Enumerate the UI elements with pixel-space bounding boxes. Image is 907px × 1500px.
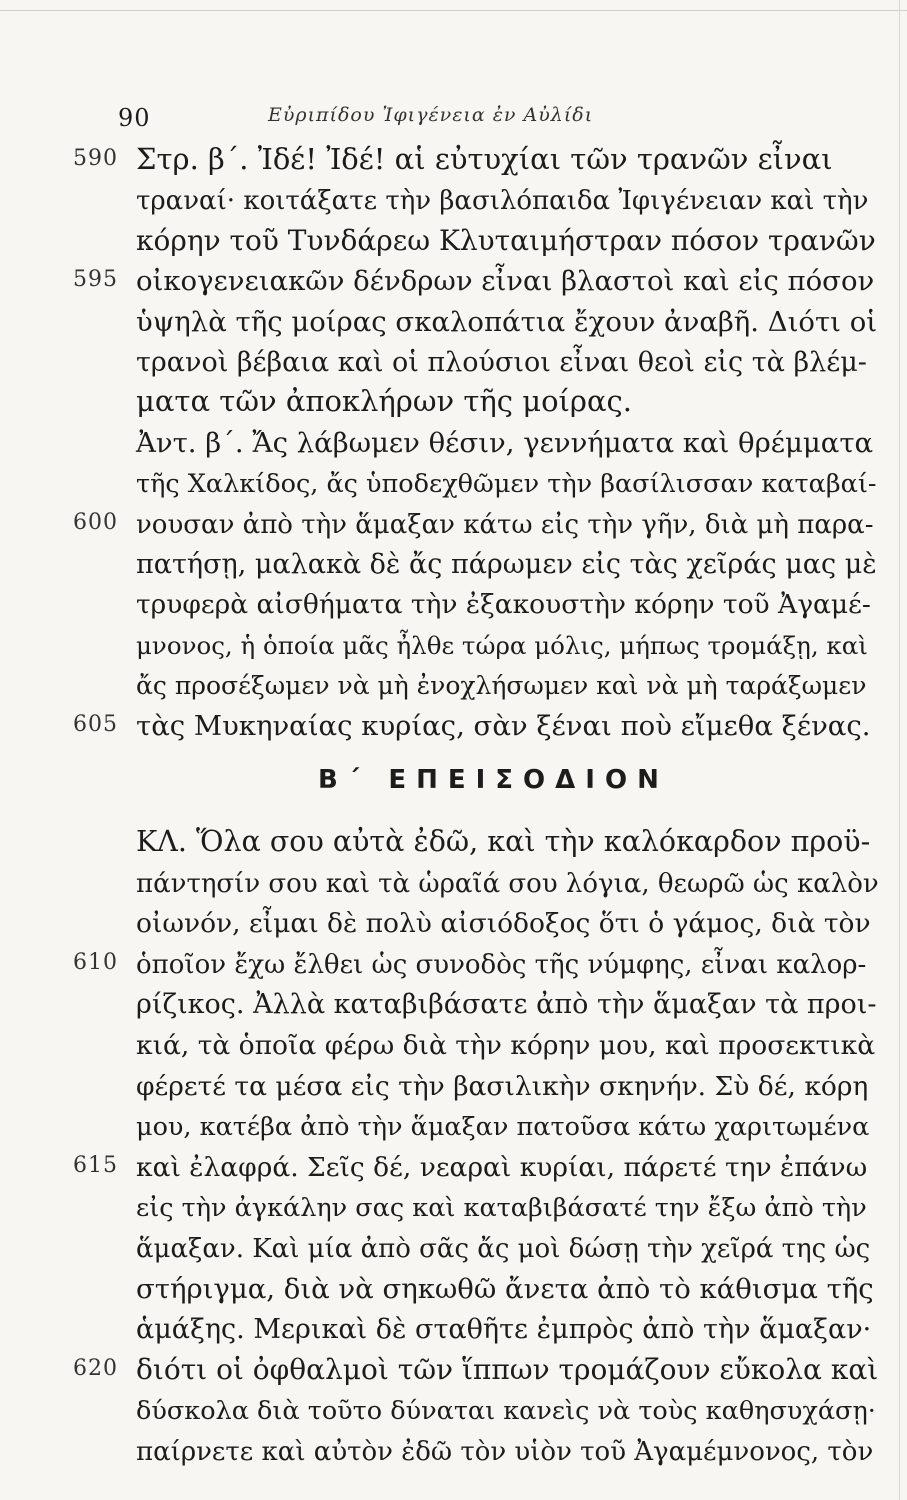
text-line [73, 259, 880, 301]
line-text: ματα τῶν ἀποκλήρων τῆς μοίρας. [136, 384, 632, 418]
text-line [136, 461, 880, 503]
line-text: ρίζικος. Ἀλλὰ καταβιβάσατε ἀπὸ τὴν ἅμαξαν τὰ προι- [136, 989, 877, 1020]
line-text: ὑψηλὰ τῆς μοίρας σκαλοπάτια ἔχουν ἀναβῆ. Διότι οἱ [136, 306, 878, 338]
text-line [136, 1023, 880, 1065]
page-number: 90 [118, 104, 151, 132]
line-text: φέρετέ τα μέσα εἰς τὴν βασιλικὴν σκηνήν. Σὺ δέ, κόρη [136, 1071, 869, 1102]
text-line [136, 1429, 880, 1471]
text-line [136, 901, 880, 943]
line-number: 595 [73, 267, 118, 292]
line-text: κιά, τὰ ὁποῖα φέρω διὰ τὴν κόρην μου, καὶ προσεκτικὰ [136, 1030, 876, 1061]
line-text: εἰς τὴν ἀγκάλην σας καὶ καταβιβάσατέ την ἔξω ἀπὸ τὴν [136, 1193, 867, 1223]
line-text: πάντησίν σου καὶ τὰ ὡραῖά σου λόγια, θεωρῶ ὡς καλὸν [136, 869, 879, 899]
text-line [73, 502, 880, 544]
text-line [136, 340, 880, 382]
line-text: παίρνετε καὶ αὐτὸν ἐδῶ τὸν υἱὸν τοῦ Ἀγαμέμνονος, τὸν [136, 1437, 874, 1467]
text-line [136, 1307, 880, 1349]
text-line [73, 1145, 880, 1187]
text-line [136, 982, 880, 1024]
line-text: νουσαν ἀπὸ τὴν ἅμαξαν κάτω εἰς τὴν γῆν, διὰ μὴ παρα- [136, 510, 874, 540]
line-text: τρυφερὰ αἰσθήματα τὴν ἐξακουστὴν κόρην τοῦ Ἀγαμέ- [136, 589, 871, 620]
line-number: 615 [73, 1153, 118, 1178]
line-text: τὰς Μυκηναίας κυρίας, σὰν ξέναι ποὺ εἴμεθα ξένας. [136, 710, 871, 742]
text-line [136, 1185, 880, 1227]
line-text: τρανοὶ βέβαια καὶ οἱ πλούσιοι εἶναι θεοὶ εἰς τὰ βλέμ- [136, 347, 867, 378]
page-right-edge [899, 0, 900, 1500]
line-text: κόρην τοῦ Τυνδάρεω Κλυταιμήστραν πόσον τρανῶν [136, 224, 876, 257]
line-text: τραναί· κοιτάξατε τὴν βασιλόπαιδα Ἰφιγένειαν καὶ τὴν [136, 186, 869, 216]
page-header [118, 104, 878, 140]
text-line [136, 1104, 880, 1146]
line-text: τῆς Χαλκίδος, ἄς ὑποδεχθῶμεν τὴν βασίλισσαν καταβαί- [136, 469, 877, 499]
text-line [136, 421, 880, 463]
line-text: Ἀντ. β΄. Ἄς λάβωμεν θέσιν, γεννήματα καὶ θρέμματα [136, 427, 874, 459]
text-line [136, 1267, 880, 1309]
text-line [136, 1226, 880, 1268]
section-heading: Β΄ ΕΠΕΙΣΟΔΙΟΝ [318, 765, 669, 795]
text-line [136, 663, 880, 705]
line-number: 600 [73, 510, 118, 535]
line-text: ΚΛ. Ὅλα σου αὐτὰ ἐδῶ, καὶ τὴν καλόκαρδον προϋ- [136, 825, 871, 858]
text-line [136, 820, 880, 862]
page-top-edge [0, 10, 907, 11]
line-text: οἰωνόν, εἶμαι δὲ πολὺ αἰσιόδοξος ὅτι ὁ γάμος, διὰ τὸν [136, 908, 871, 939]
line-text: ὁποῖον ἔχω ἔλθει ὡς συνοδὸς τῆς νύμφης, εἶναι καλορ- [136, 950, 867, 980]
line-text: πατήσῃ, μαλακὰ δὲ ἄς πάρωμεν εἰς τὰς χεῖράς μας μὲ [136, 549, 877, 580]
line-text: οἰκογενειακῶν δένδρων εἶναι βλαστοὶ καὶ εἰς πόσον [136, 265, 875, 297]
running-title: Εὐριπίδου Ἰφιγένεια ἐν Αὐλίδι [268, 104, 594, 126]
line-text: καὶ ἐλαφρά. Σεῖς δέ, νεαραὶ κυρίαι, πάρετέ την ἐπάνω [136, 1152, 868, 1183]
text-line [136, 1388, 880, 1430]
line-text: διότι οἱ ὀφθαλμοὶ τῶν ἵππων τρομάζουν εὔκολα καὶ [136, 1353, 879, 1386]
text-line [73, 1348, 880, 1390]
text-line [136, 1064, 880, 1106]
text-line [136, 861, 880, 903]
text-line [136, 623, 880, 665]
line-text: μου, κατέβα ἀπὸ τὴν ἅμαξαν πατοῦσα κάτω χαριτωμένα [136, 1112, 870, 1142]
text-line [136, 300, 880, 342]
line-text: δύσκολα διὰ τοῦτο δύναται κανεὶς νὰ τοὺς καθησυχάσῃ· [136, 1396, 876, 1426]
line-text: Στρ. β΄. Ἰδέ! Ἰδέ! αἱ εὐτυχίαι τῶν τρανῶν εἶναι [136, 142, 833, 176]
line-text: ἁμάξης. Μερικαὶ δὲ σταθῆτε ἐμπρὸς ἀπὸ τὴν ἅμαξαν· [136, 1314, 872, 1345]
text-line [136, 582, 880, 624]
line-number: 620 [73, 1356, 118, 1381]
line-text: στήριγμα, διὰ νὰ σηκωθῶ ἄνετα ἀπὸ τὸ κάθισμα τῆς [136, 1273, 874, 1305]
text-line [136, 219, 880, 261]
text-line [136, 178, 880, 220]
text-line [73, 138, 880, 180]
line-text: ἅμαξαν. Καὶ μία ἀπὸ σᾶς ἄς μοὶ δώσῃ τὴν χεῖρά της ὡς [136, 1234, 871, 1264]
text-line [136, 380, 880, 422]
line-text: μνονος, ἡ ὁποία μᾶς ἦλθε τώρα μόλις, μήπως τρομάξῃ, καὶ [136, 631, 868, 660]
text-line [136, 542, 880, 584]
text-line [73, 704, 880, 746]
line-text: ἄς προσέξωμεν νὰ μὴ ἐνοχλήσωμεν καὶ νὰ μὴ ταράξωμεν [136, 671, 867, 700]
line-number: 590 [73, 146, 118, 171]
text-line [73, 942, 880, 984]
line-number: 605 [73, 712, 118, 737]
line-number: 610 [73, 950, 118, 975]
